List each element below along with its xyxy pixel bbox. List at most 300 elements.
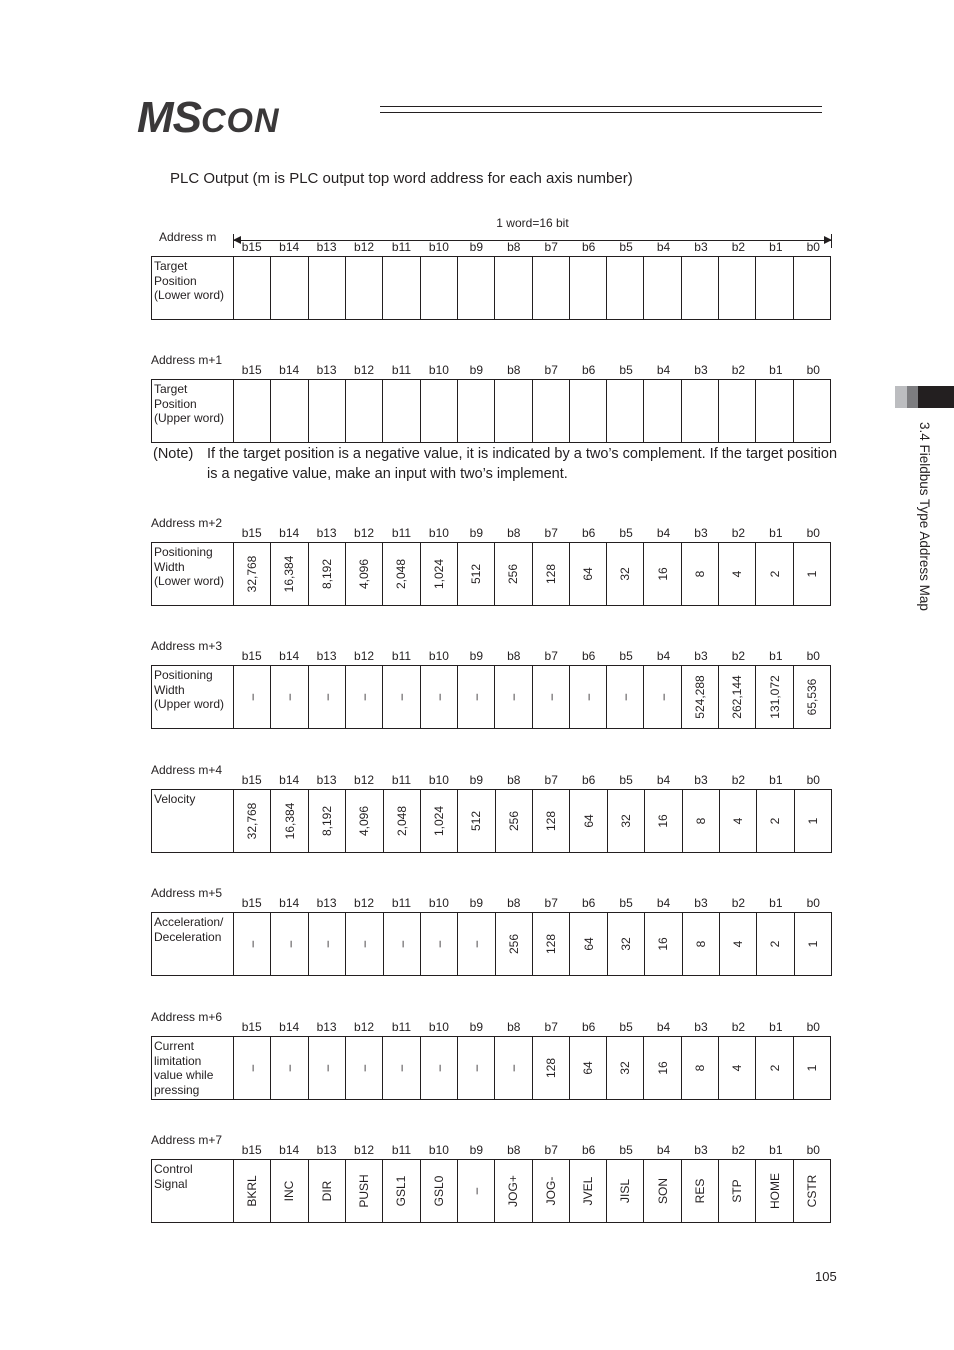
- bit-cell: [234, 1160, 271, 1222]
- bit-cell: [795, 790, 831, 852]
- bit-cell: [309, 666, 346, 728]
- register-label: Target Position (Upper word): [152, 380, 234, 442]
- bit-header: b15: [241, 1143, 262, 1157]
- bit-cell: [271, 380, 308, 442]
- bit-cell: [719, 257, 756, 319]
- bit-cell: [608, 790, 645, 852]
- bit-value: 524,288: [692, 675, 707, 719]
- bit-header: b0: [806, 649, 820, 663]
- bit-header: b10: [428, 649, 449, 663]
- bit-value: 32,768: [245, 555, 260, 593]
- bit-header: b5: [619, 1143, 633, 1157]
- bit-header: b3: [694, 649, 708, 663]
- bit-cell: [644, 1037, 681, 1099]
- bit-cell: [346, 790, 383, 852]
- bit-cell: [458, 666, 495, 728]
- bit-cell: [757, 790, 794, 852]
- bit-value: 256: [506, 810, 521, 832]
- bit-cell: [644, 543, 681, 605]
- bit-cells: [234, 257, 830, 319]
- bit-cell: [607, 543, 644, 605]
- register-label: Acceleration/ Deceleration: [152, 913, 234, 975]
- bit-cell: [495, 666, 532, 728]
- bit-value: –: [618, 693, 633, 701]
- chapter-tab-light: [895, 386, 907, 408]
- bit-cell: [234, 666, 271, 728]
- bit-header: b13: [316, 896, 337, 910]
- register-table: [151, 665, 831, 729]
- bit-cell: [495, 1037, 532, 1099]
- bit-header: b6: [581, 363, 596, 377]
- bit-cell: [271, 1160, 308, 1222]
- bit-header: b4: [656, 240, 671, 254]
- bit-value: BKRL: [245, 1175, 260, 1207]
- bit-header: b2: [731, 649, 746, 663]
- bit-cell: [383, 1037, 420, 1099]
- logo-sub: CON: [201, 102, 280, 140]
- bit-header: b15: [241, 240, 262, 254]
- bit-header: b7: [544, 649, 558, 663]
- bit-value: –: [580, 693, 595, 701]
- address-label: Address m+2: [151, 516, 223, 530]
- bit-cell: [794, 1037, 830, 1099]
- bit-header: b12: [354, 1143, 375, 1157]
- bit-header: b4: [656, 896, 671, 910]
- bit-value: 1: [805, 817, 820, 825]
- bit-header: b4: [656, 773, 671, 787]
- bit-cells: [234, 543, 830, 605]
- bit-value: 4: [731, 940, 746, 948]
- bit-header: b3: [694, 1143, 708, 1157]
- bit-value: 4,096: [357, 805, 372, 837]
- bit-header: b15: [241, 363, 262, 377]
- bit-header: b13: [316, 649, 337, 663]
- bit-header: b2: [731, 526, 746, 540]
- bit-header: b10: [428, 1020, 449, 1034]
- bit-header-row: [233, 240, 832, 254]
- bit-cell: [309, 543, 346, 605]
- bit-cell: [458, 1037, 495, 1099]
- bit-header: b7: [544, 896, 558, 910]
- bit-cell: [533, 666, 570, 728]
- bit-value: 4: [730, 570, 745, 578]
- bit-cell: [421, 913, 458, 975]
- bit-value: 32,768: [245, 802, 260, 840]
- bit-header: b2: [731, 1020, 746, 1034]
- bit-header: b14: [279, 363, 300, 377]
- bit-cell: [645, 913, 682, 975]
- bit-value: –: [245, 940, 260, 948]
- bit-cell: [682, 1037, 719, 1099]
- bit-header: b1: [769, 363, 783, 377]
- bit-cell: [496, 913, 533, 975]
- bit-value: GSL0: [431, 1175, 446, 1207]
- bit-cell: [794, 380, 830, 442]
- bit-cell: [570, 790, 607, 852]
- logo-main: MS: [137, 93, 201, 142]
- bit-cell: [309, 380, 346, 442]
- bit-header: b3: [694, 240, 708, 254]
- bit-header: b1: [769, 773, 783, 787]
- register-label: Control Signal: [152, 1160, 234, 1222]
- bit-cell: [234, 790, 271, 852]
- bit-cell: [756, 380, 793, 442]
- bit-header: b11: [391, 363, 412, 377]
- bit-cell: [346, 666, 383, 728]
- bit-cell: [421, 790, 458, 852]
- bit-cell: [234, 380, 271, 442]
- bit-cell: [533, 1160, 570, 1222]
- bit-value: –: [469, 940, 484, 948]
- bit-cell: [421, 257, 458, 319]
- bit-value: 64: [581, 937, 596, 951]
- bit-header: b14: [279, 1020, 300, 1034]
- bit-header: b1: [769, 240, 783, 254]
- bit-cell: [570, 543, 607, 605]
- bit-value: JOG+: [506, 1175, 521, 1207]
- bit-header: b5: [619, 896, 633, 910]
- register-table: [151, 542, 831, 606]
- bit-cell: [271, 1037, 308, 1099]
- bit-cell: [794, 666, 830, 728]
- mscon-logo: [137, 93, 280, 142]
- bit-cell: [271, 666, 308, 728]
- bit-cell: [719, 380, 756, 442]
- bit-cell: [234, 913, 271, 975]
- bit-header: b7: [544, 1020, 558, 1034]
- bit-value: –: [282, 693, 297, 701]
- bit-value: CSTR: [804, 1174, 819, 1208]
- bit-header: b15: [241, 896, 262, 910]
- register-label: Current limitation value while pressing: [152, 1037, 234, 1099]
- bit-value: 4: [730, 1064, 745, 1072]
- bit-header: b4: [656, 526, 671, 540]
- chapter-side-label: 3.4 Fieldbus Type Address Map: [917, 422, 932, 611]
- bit-cells: [234, 380, 830, 442]
- bit-header: b9: [469, 649, 484, 663]
- bit-header: b6: [581, 526, 596, 540]
- bit-header: b7: [544, 240, 558, 254]
- bit-cell: [682, 1160, 719, 1222]
- bit-value: 16: [656, 937, 671, 951]
- bit-cell: [383, 543, 420, 605]
- bit-cell: [346, 257, 383, 319]
- bit-cell: [346, 1037, 383, 1099]
- bit-cell: [757, 913, 794, 975]
- bit-header: b0: [806, 896, 820, 910]
- chapter-tab-dark: [918, 386, 954, 408]
- bit-cell: [458, 380, 495, 442]
- bit-value: 1: [804, 570, 819, 578]
- bit-value: 1,024: [431, 558, 446, 590]
- bit-header: b15: [241, 526, 262, 540]
- bit-header: b6: [581, 1020, 596, 1034]
- bit-header: b9: [469, 773, 484, 787]
- bit-header: b6: [581, 649, 596, 663]
- bit-cell: [309, 913, 346, 975]
- bit-header: b13: [316, 773, 337, 787]
- bit-cell: [421, 543, 458, 605]
- bit-cell: [756, 1160, 793, 1222]
- bit-cell: [271, 913, 308, 975]
- bit-value: –: [357, 1064, 372, 1072]
- bit-cell: [383, 380, 420, 442]
- address-label: Address m+7: [151, 1133, 223, 1147]
- bit-cell: [719, 666, 756, 728]
- bit-cell: [533, 257, 570, 319]
- register-table: [151, 1159, 831, 1223]
- bit-value: RES: [692, 1178, 707, 1204]
- bit-header: b8: [507, 1020, 521, 1034]
- bit-header: b9: [469, 240, 484, 254]
- bit-value: 1: [805, 940, 820, 948]
- bit-value: 32: [618, 814, 633, 828]
- bit-cell: [644, 380, 681, 442]
- bit-header: b5: [619, 240, 633, 254]
- bit-value: 512: [469, 810, 484, 832]
- bit-header: b1: [769, 526, 783, 540]
- bit-header: b8: [507, 526, 521, 540]
- bit-value: JISL: [618, 1178, 633, 1204]
- bit-value: 128: [544, 933, 559, 955]
- bit-header-row: [233, 526, 832, 540]
- bit-cell: [756, 257, 793, 319]
- bit-header: b6: [581, 896, 596, 910]
- register-label: Target Position (Lower word): [152, 257, 234, 319]
- address-label: Address m: [159, 230, 217, 244]
- bit-header: b10: [428, 896, 449, 910]
- bit-value: 256: [506, 563, 521, 585]
- bit-cell: [496, 790, 533, 852]
- bit-value: 32: [618, 937, 633, 951]
- bit-header: b11: [391, 526, 412, 540]
- bit-cell: [607, 666, 644, 728]
- register-label: Velocity: [152, 790, 234, 852]
- section-subtitle: PLC Output (m is PLC output top word address for each axis number): [170, 170, 633, 187]
- bit-cell: [495, 380, 532, 442]
- bit-header: b1: [769, 649, 783, 663]
- bit-header: b2: [731, 896, 746, 910]
- bit-cell: [421, 1037, 458, 1099]
- address-label: Address m+6: [151, 1010, 223, 1024]
- bit-cell: [384, 790, 421, 852]
- bit-value: 2: [768, 940, 783, 948]
- bit-value: 2: [768, 817, 783, 825]
- bit-cell: [607, 257, 644, 319]
- register-table: [151, 1036, 831, 1100]
- header-rule: [380, 112, 822, 113]
- bit-header: b11: [391, 240, 412, 254]
- bit-header: b5: [619, 1020, 633, 1034]
- bit-cell: [271, 257, 308, 319]
- bit-value: 16,384: [282, 802, 297, 840]
- bit-header: b1: [769, 896, 783, 910]
- bit-header: b10: [428, 526, 449, 540]
- bit-header: b3: [694, 773, 708, 787]
- bit-cells: [234, 1037, 830, 1099]
- address-label: Address m+3: [151, 639, 223, 653]
- bit-cell: [495, 257, 532, 319]
- bit-header: b14: [279, 240, 300, 254]
- bit-value: JOG-: [543, 1176, 558, 1206]
- bit-header: b5: [619, 773, 633, 787]
- header-rule: [380, 106, 822, 107]
- bit-header: b4: [656, 363, 671, 377]
- bit-header: b6: [581, 240, 596, 254]
- bit-cell: [346, 1160, 383, 1222]
- bit-header: b12: [354, 773, 375, 787]
- bit-cell: [645, 790, 682, 852]
- bit-header: b10: [428, 1143, 449, 1157]
- bit-cell: [533, 790, 570, 852]
- bit-header: b15: [241, 1020, 262, 1034]
- bit-header: b10: [428, 240, 449, 254]
- bit-value: 2,048: [394, 805, 409, 837]
- bit-value: –: [357, 940, 372, 948]
- bit-cell: [234, 257, 271, 319]
- bit-cell: [533, 1037, 570, 1099]
- bit-cell: [458, 543, 495, 605]
- bit-cell: [795, 913, 831, 975]
- register-table: [151, 789, 832, 853]
- bit-value: 2: [767, 1064, 782, 1072]
- bit-header: b3: [694, 1020, 708, 1034]
- bit-cell: [794, 257, 830, 319]
- bit-header: b14: [279, 526, 300, 540]
- bit-header: b7: [544, 773, 558, 787]
- bit-value: 1: [804, 1064, 819, 1072]
- bit-cell: [271, 543, 308, 605]
- bit-header: b9: [469, 1020, 484, 1034]
- word-size-label: 1 word=16 bit: [496, 216, 569, 230]
- bit-header: b0: [806, 240, 820, 254]
- bit-cell: [458, 790, 495, 852]
- bit-value: GSL1: [394, 1175, 409, 1207]
- bit-value: –: [469, 1064, 484, 1072]
- bit-header: b15: [241, 773, 262, 787]
- bit-value: 8: [693, 940, 708, 948]
- bit-header: b14: [279, 1143, 300, 1157]
- bit-value: 128: [543, 1057, 558, 1079]
- bit-value: 2: [767, 570, 782, 578]
- bit-value: 8,192: [319, 805, 334, 837]
- bit-value: 64: [581, 814, 596, 828]
- bit-header: b2: [731, 773, 746, 787]
- register-label: Positioning Width (Lower word): [152, 543, 234, 605]
- page-number: 105: [815, 1269, 837, 1284]
- bit-header-row: [233, 1143, 832, 1157]
- note-text: If the target position is a negative value, it is indicated by a two’s complement. If the target position is a negative value, make an input with two’s implement.: [207, 446, 838, 482]
- bit-value: –: [394, 1064, 409, 1072]
- bit-cell: [383, 1160, 420, 1222]
- register-table: [151, 256, 831, 320]
- bit-cell: [682, 380, 719, 442]
- bit-value: 128: [544, 810, 559, 832]
- bit-cell: [756, 666, 793, 728]
- bit-cell: [533, 543, 570, 605]
- bit-header: b5: [619, 526, 633, 540]
- bit-cell: [644, 1160, 681, 1222]
- bit-header: b9: [469, 526, 484, 540]
- bit-cell: [458, 1160, 495, 1222]
- bit-header: b15: [241, 649, 262, 663]
- bit-header: b8: [507, 1143, 521, 1157]
- bit-cell: [794, 1160, 830, 1222]
- bit-header-row: [233, 649, 832, 663]
- bit-cell: [533, 380, 570, 442]
- bit-header: b0: [806, 773, 820, 787]
- address-label: Address m+4: [151, 763, 223, 777]
- bit-header: b12: [354, 240, 375, 254]
- bit-header: b11: [391, 649, 412, 663]
- bit-cell: [570, 257, 607, 319]
- bit-cell: [234, 543, 271, 605]
- bit-value: –: [431, 1064, 446, 1072]
- bit-cells: [234, 790, 831, 852]
- bit-value: –: [319, 1064, 334, 1072]
- bit-value: HOME: [767, 1173, 782, 1209]
- bit-header: b7: [544, 526, 558, 540]
- bit-cell: [458, 257, 495, 319]
- bit-cell: [384, 913, 421, 975]
- bit-cell: [607, 1037, 644, 1099]
- bit-header: b12: [354, 526, 375, 540]
- bit-header: b13: [316, 1020, 337, 1034]
- bit-header-row: [233, 363, 832, 377]
- bit-header: b9: [469, 896, 484, 910]
- bit-cell: [495, 543, 532, 605]
- bit-header: b13: [316, 526, 337, 540]
- bit-value: –: [469, 693, 484, 701]
- bit-cell: [682, 666, 719, 728]
- bit-header-row: [233, 773, 832, 787]
- bit-header: b13: [316, 1143, 337, 1157]
- bit-cell: [756, 1037, 793, 1099]
- bit-header: b9: [469, 363, 484, 377]
- bit-value: –: [506, 1064, 521, 1072]
- bit-cell: [719, 543, 756, 605]
- bit-value: SON: [655, 1177, 670, 1205]
- bit-cell: [346, 543, 383, 605]
- bit-cell: [719, 1160, 756, 1222]
- bit-value: –: [357, 693, 372, 701]
- bit-cell: [570, 1160, 607, 1222]
- bit-header: b10: [428, 363, 449, 377]
- bit-header: b8: [507, 649, 521, 663]
- bit-header: b4: [656, 1020, 671, 1034]
- bit-cell: [383, 666, 420, 728]
- bit-value: –: [319, 693, 334, 701]
- chapter-tab-mid: [907, 386, 918, 408]
- bit-value: 16,384: [282, 555, 297, 593]
- address-label: Address m+5: [151, 886, 223, 900]
- bit-cell: [683, 790, 720, 852]
- bit-cell: [719, 1037, 756, 1099]
- bit-header: b6: [581, 1143, 596, 1157]
- bit-value: 64: [580, 567, 595, 581]
- bit-header: b3: [694, 526, 708, 540]
- bit-value: –: [282, 940, 297, 948]
- bit-cell: [570, 913, 607, 975]
- bit-header: b0: [806, 1020, 820, 1034]
- bit-cell: [570, 666, 607, 728]
- bit-value: 256: [506, 933, 521, 955]
- bit-header: b14: [279, 773, 300, 787]
- bit-cell: [271, 790, 308, 852]
- bit-value: –: [431, 693, 446, 701]
- bit-header: b4: [656, 649, 671, 663]
- bit-cell: [570, 380, 607, 442]
